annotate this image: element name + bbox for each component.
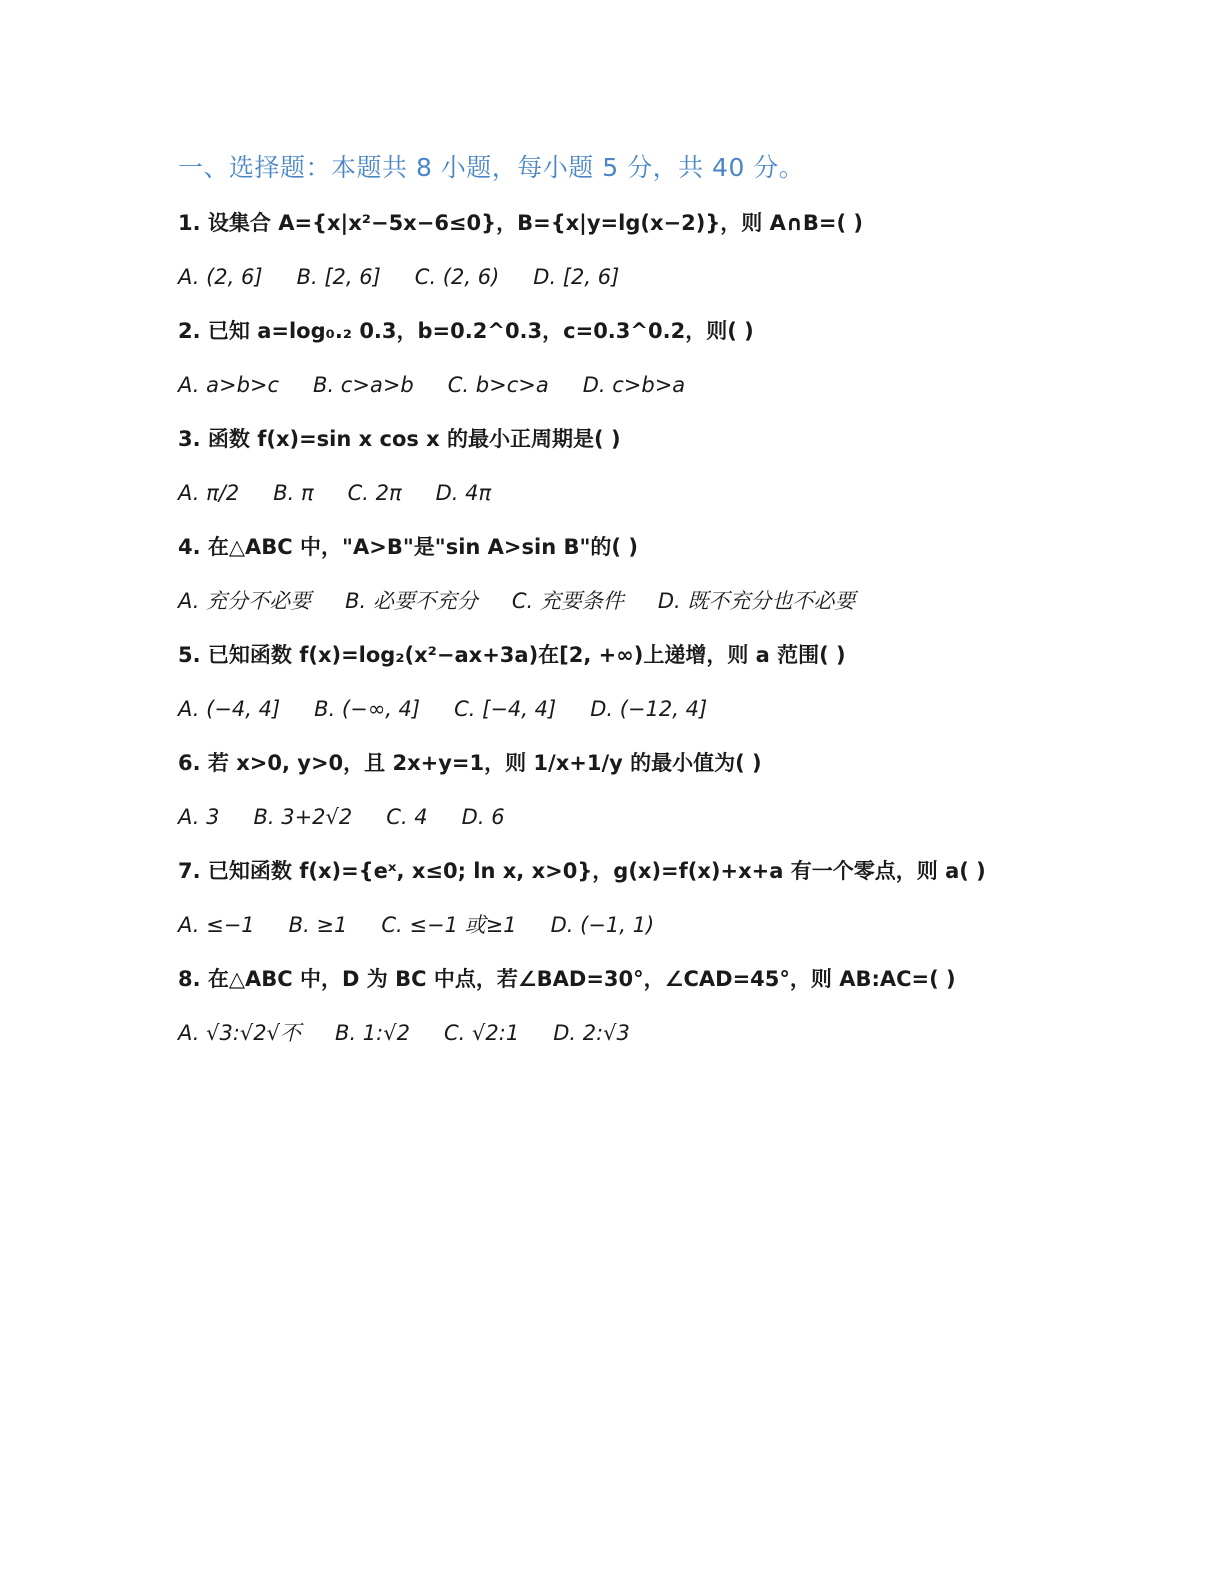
question-6 [178,748,1138,832]
section-title: 一、选择题：本题共 8 小题，每小题 5 分，共 40 分。 [178,153,805,182]
option-b: B. 必要不充分 [345,589,478,613]
question-stem: 3. 函数 f(x)=sin x cos x 的最小正周期是( ) [178,427,621,451]
option-c: C. b>c>a [447,373,549,397]
option-c: C. [−4, 4] [454,697,557,721]
option-d: D. (−12, 4] [590,697,708,721]
option-c: C. 充要条件 [511,589,624,613]
question-options [178,694,1138,724]
option-d: D. 6 [461,805,505,829]
option-c: C. 4 [386,805,428,829]
question-options [178,910,1138,940]
question-options [178,1018,1138,1048]
option-d: D. (−1, 1) [550,913,655,937]
option-c: C. √2:1 [443,1021,520,1045]
question-stem: 8. 在△ABC 中，D 为 BC 中点，若∠BAD=30°，∠CAD=45°，则 AB:AC=( ) [178,967,956,991]
option-d: D. c>b>a [582,373,686,397]
option-a: A. 充分不必要 [178,589,312,613]
question-1 [178,208,1138,292]
option-b: B. π [273,481,314,505]
option-a: A. (2, 6] [178,265,263,289]
question-stem: 7. 已知函数 f(x)={eˣ, x≤0; ln x, x>0}，g(x)=f(x)+x+a 有一个零点，则 a( ) [178,859,986,883]
question-stem: 6. 若 x>0, y>0，且 2x+y=1，则 1/x+1/y 的最小值为( ) [178,751,762,775]
document-page [178,150,1138,1072]
question-options [178,586,1138,616]
option-a: A. 3 [178,805,220,829]
option-b: B. (−∞, 4] [314,697,421,721]
option-a: A. √3:√2√不 [178,1021,302,1045]
question-list [178,208,1138,1048]
question-stem: 1. 设集合 A={x|x²−5x−6≤0}，B={x|y=lg(x−2)}，则 A∩B=( ) [178,211,863,235]
question-5 [178,640,1138,724]
option-b: B. 1:√2 [335,1021,410,1045]
option-a: A. ≤−1 [178,913,255,937]
option-d: D. 2:√3 [553,1021,630,1045]
option-d: D. 4π [435,481,492,505]
option-c: C. (2, 6) [414,265,500,289]
question-stem: 2. 已知 a=log₀.₂ 0.3，b=0.2^0.3，c=0.3^0.2，则( ) [178,319,754,343]
option-c: C. 2π [347,481,402,505]
question-8 [178,964,1138,1048]
question-options [178,370,1138,400]
option-a: A. a>b>c [178,373,280,397]
question-options [178,262,1138,292]
option-a: A. (−4, 4] [178,697,281,721]
option-d: D. [2, 6] [533,265,620,289]
question-2 [178,316,1138,400]
option-b: B. [2, 6] [296,265,381,289]
question-stem: 5. 已知函数 f(x)=log₂(x²−ax+3a)在[2, +∞)上递增，则 a 范围( ) [178,643,846,667]
option-b: B. c>a>b [313,373,414,397]
option-b: B. ≥1 [288,913,348,937]
question-3 [178,424,1138,508]
question-stem: 4. 在△ABC 中，"A>B"是"sin A>sin B"的( ) [178,535,638,559]
option-c: C. ≤−1 或≥1 [381,913,517,937]
option-b: B. 3+2√2 [253,805,353,829]
question-options [178,478,1138,508]
question-7 [178,856,1138,940]
option-d: D. 既不充分也不必要 [657,589,856,613]
question-options [178,802,1138,832]
option-a: A. π/2 [178,481,240,505]
question-4 [178,532,1138,616]
